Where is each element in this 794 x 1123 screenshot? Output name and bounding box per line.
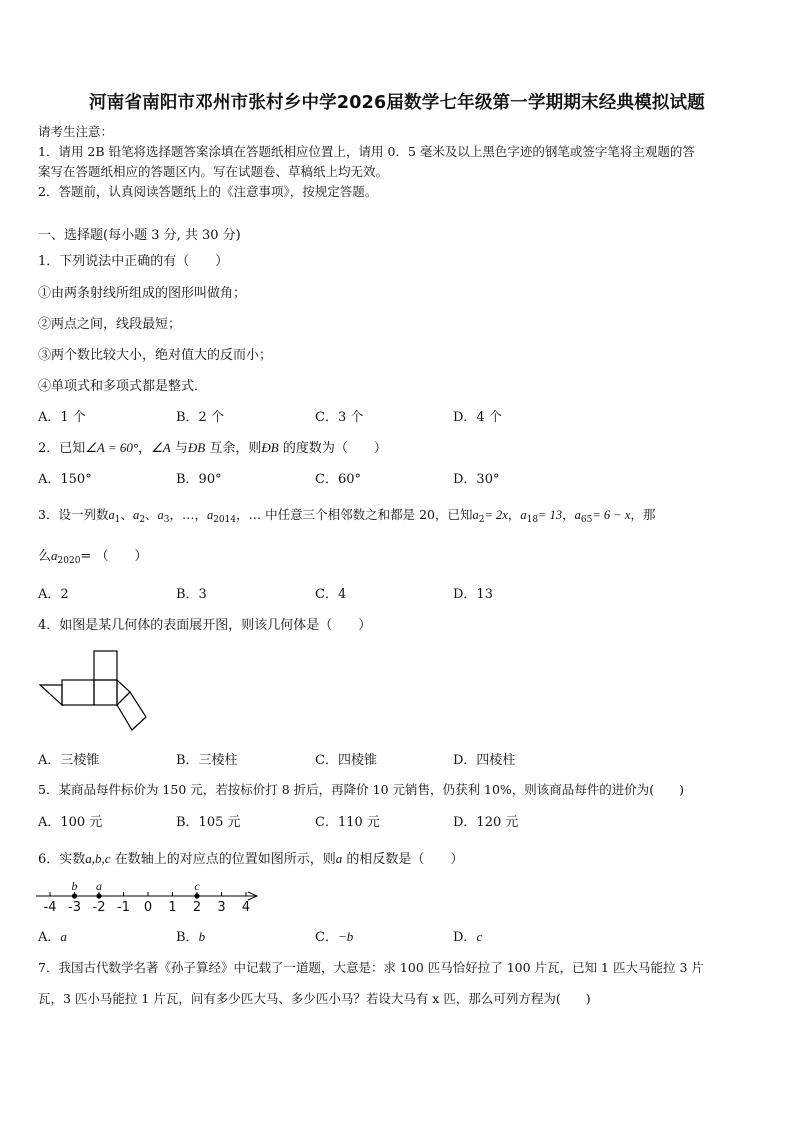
q6-variable-a: a [335, 851, 343, 866]
q3-stem-line-1: 3．设一列数$a_1$、$a_2$、$a_3$，…，$a_{2014}$，… 中任意三个相邻数之和都是 20，已知$a_2= 2x$，$a_{18}= 13$，$a_{65}= 6 - x$，那 [38, 507, 656, 525]
q4-stem: 4．如图是某几何体的表面展开图，则该几何体是（ ） [38, 618, 372, 633]
q6-option-d [453, 926, 482, 945]
q1-statement-2: ②两点之间，线段最短； [38, 317, 182, 332]
q3-stem-line-2 [38, 545, 147, 566]
q6-option-a-key: A． [38, 930, 61, 945]
q2-angle-a-2: ∠A [151, 440, 171, 455]
q3-option-c: C．4 [315, 587, 347, 602]
q4-option-b: B．三棱柱 [176, 753, 238, 768]
section-heading: 一、选择题(每小题 3 分, 共 30 分) [38, 228, 241, 243]
point-label-c: c [194, 879, 200, 893]
notice-line-1: 1．请用 2B 铅笔将选择题答案涂填在答题纸相应位置上，请用 0．5 毫米及以上黑色字迹的钢笔或签字笔将主观题的答 [38, 144, 695, 159]
q5-stem: 5．某商品每件标价为 150 元，若按标价打 8 折后，再降价 10 元销售，仍获利 10%，则该商品每件的进价为( ) [38, 782, 685, 797]
q2-stem [38, 437, 387, 456]
q6-option-c-value: −b [337, 929, 354, 944]
q3-a-2: a [472, 508, 479, 522]
q6-option-a-value: a [60, 929, 67, 944]
q6-option-a [38, 926, 67, 945]
q2-text-1: 2．已知 [38, 441, 86, 456]
q3-sub-3: 3 [163, 515, 170, 525]
q3-a-2020: a [51, 548, 58, 563]
notice-heading: 请考生注意： [38, 124, 114, 139]
q6-text-1: 6．实数 [38, 852, 86, 867]
q2-option-a: A．150° [38, 472, 92, 487]
q1-stem: 1．下列说法中正确的有（ ） [38, 254, 229, 269]
net-right-triangle [117, 680, 130, 705]
q6-text-3: 的相反数是（ ） [342, 852, 464, 867]
tick-label: 3 [217, 900, 226, 915]
q6-option-b [176, 926, 205, 945]
q6-number-line [34, 874, 264, 916]
q2-option-d: D．30° [453, 472, 500, 487]
tick-label: 1 [168, 900, 177, 915]
q1-statement-1: ①由两条射线所组成的图形叫做角； [38, 286, 247, 301]
net-left-square [62, 680, 94, 705]
q5-option-c: C．110 元 [315, 815, 380, 830]
net-center-square [94, 680, 117, 705]
q6-option-c [315, 926, 353, 945]
q3-sub-2014: 2014 [213, 515, 237, 525]
q3-a2: a [132, 508, 140, 522]
q1-option-c: C．3 个 [315, 410, 364, 425]
q1-option-a: A．1 个 [38, 410, 86, 425]
q2-text-4: 互余，则 [205, 441, 262, 456]
q3-text-1: 3．设一列数 [38, 507, 109, 522]
q3-a1: a [108, 508, 115, 522]
q1-option-d: D．4 个 [453, 410, 502, 425]
q4-option-d: D．四棱柱 [453, 753, 516, 768]
point-label-b: b [71, 879, 78, 893]
q7-stem-line-1: 7．我国古代数学名著《孙子算经》中记载了一道题，大意是：求 100 匹马恰好拉了 100 片瓦，已知 1 匹大马能拉 3 片 [38, 960, 704, 975]
notice-line-1b: 案写在答题纸相应的答题区内。写在试题卷、草稿纸上均无效。 [38, 164, 389, 179]
tick-label: -4 [43, 900, 57, 915]
q2-text-2: ， [138, 441, 152, 456]
q2-option-b: B．90° [176, 472, 222, 487]
q3-condition-3: = 6 − x [592, 508, 631, 522]
tick-label: -2 [92, 900, 106, 915]
q3-a-18: a [520, 508, 527, 522]
q2-option-c: C．60° [315, 472, 361, 487]
q3-text-3: ，那 [630, 507, 656, 522]
tick-label: -1 [117, 900, 130, 915]
q3-cond-sub-2: 2 [478, 515, 485, 525]
q6-variables: a,b,c [85, 851, 111, 866]
q3-a3: a [157, 508, 164, 522]
q3-condition-2: = 13 [538, 508, 563, 522]
q3-text-2: 中任意三个相邻数之和都是 20，已知 [265, 507, 473, 522]
tick-label: 2 [192, 900, 202, 915]
q6-option-b-key: B． [176, 930, 199, 945]
q3-sub-2: 2 [139, 515, 145, 525]
q3-a2014: a [206, 508, 214, 522]
q3-condition-1: = 2x [484, 508, 508, 522]
q3-sub-2020: 2020 [57, 556, 81, 566]
q4-option-a: A．三棱锥 [38, 753, 100, 768]
q3-option-a: A．2 [38, 587, 69, 602]
q3-dots: ，…， [169, 507, 207, 522]
q4-option-c: C．四棱锥 [315, 753, 377, 768]
q5-option-d: D．120 元 [453, 815, 519, 830]
point-a [96, 893, 101, 898]
net-top-square [94, 651, 117, 680]
q2-angle-b-2: ÐB [261, 440, 279, 455]
tick-label: -3 [68, 900, 81, 915]
net-tilted-square [117, 692, 146, 730]
q6-option-d-value: c [476, 929, 483, 944]
q3-option-b: B．3 [176, 587, 207, 602]
q6-stem [38, 848, 463, 867]
q1-option-b: B．2 个 [176, 410, 224, 425]
point-label-a: a [96, 879, 102, 893]
q2-text-5: 的度数为（ ） [278, 441, 387, 456]
q2-text-3: 与 [170, 441, 188, 456]
q4-net-figure [36, 648, 148, 738]
notice-line-2: 2．答题前，认真阅读答题纸上的《注意事项》，按规定答题。 [38, 184, 378, 199]
q3-option-d: D．13 [453, 587, 493, 602]
q3-sub-18: 18 [526, 515, 539, 525]
net-left-triangle [40, 685, 62, 705]
q6-option-c-key: C． [315, 930, 338, 945]
q2-angle-b: ÐB [187, 440, 206, 455]
q1-statement-3: ③两个数比较大小，绝对值大的反而小； [38, 348, 273, 363]
q6-option-b-value: b [198, 929, 206, 944]
q3-dots-2: ，… [236, 507, 266, 522]
q6-option-d-key: D． [453, 930, 477, 945]
q6-text-2: 在数轴上的对应点的位置如图所示，则 [110, 852, 336, 867]
q3-sub-1: 1 [114, 515, 121, 525]
tick-label: 4 [241, 900, 251, 915]
q2-angle-a: ∠A = 60° [85, 440, 139, 455]
q3-a-65: a [574, 508, 581, 522]
q1-statement-4: ④单项式和多项式都是整式． [38, 379, 208, 394]
page-title: 河南省南阳市邓州市张村乡中学2026届数学七年级第一学期期末经典模拟试题 [89, 93, 705, 113]
q7-stem-line-2: 瓦，3 匹小马能拉 1 片瓦，问有多少匹大马、多少匹小马？若设大马有 x 匹，那么可列方程为( ) [38, 991, 591, 1006]
q3-sub-65: 65 [580, 515, 593, 525]
point-c [194, 893, 199, 898]
q5-option-b: B．105 元 [176, 815, 241, 830]
point-b [72, 893, 77, 898]
tick-label: 0 [143, 900, 153, 915]
q3-text-4: 么 [38, 549, 52, 564]
q3-text-5: = （ ） [80, 549, 148, 564]
q5-option-a: A．100 元 [38, 815, 103, 830]
